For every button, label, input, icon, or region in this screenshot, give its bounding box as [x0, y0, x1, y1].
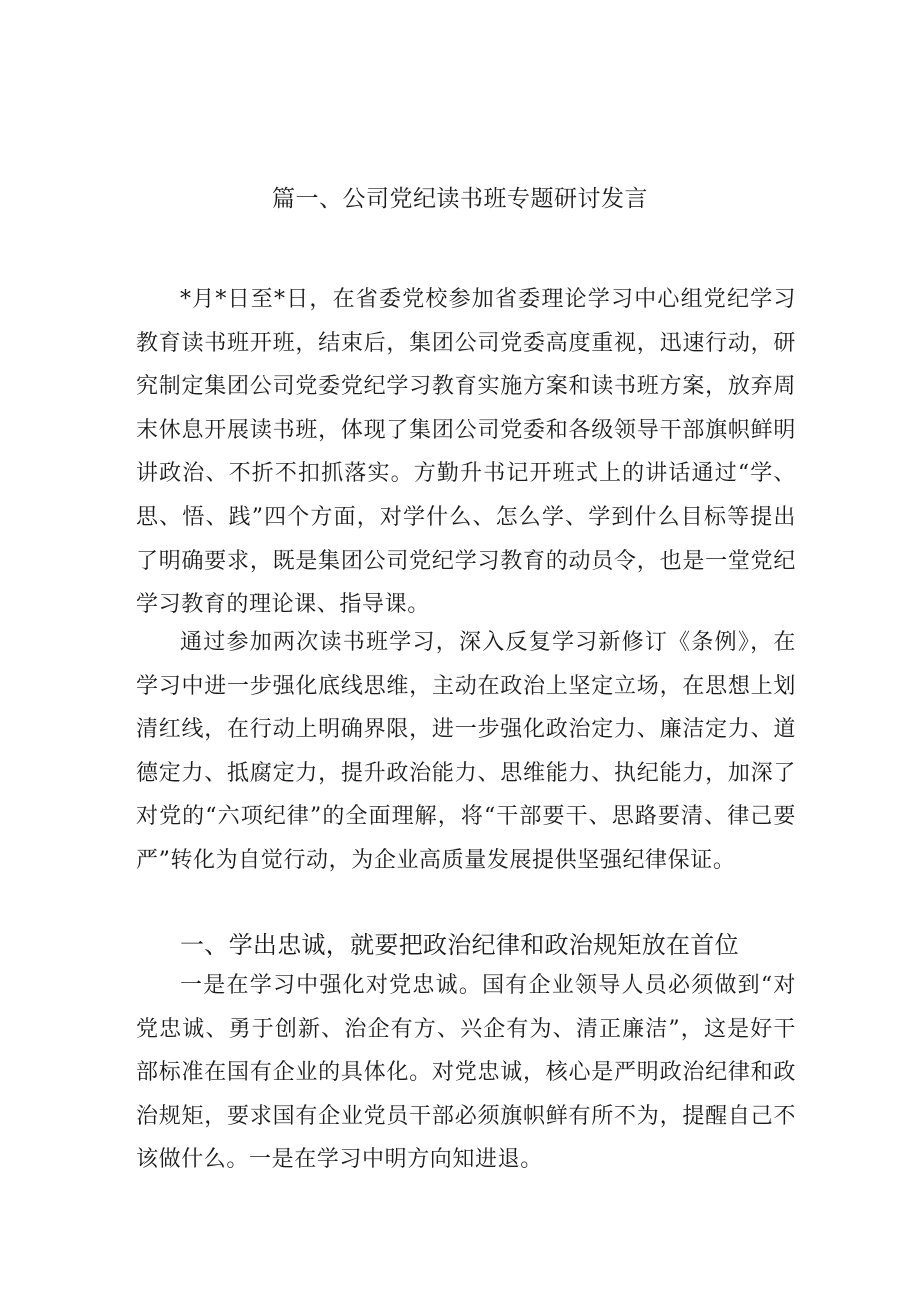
paragraph-intro: *月*日至*日，在省委党校参加省委理论学习中心组党纪学习教育读书班开班，结束后，集团公司党委高度重视，迅速行动，研究制定集团公司党委党纪学习教育实施方案和读书班方案，放弃周末休息开展读书班，体现了集团公司党委和各级领导干部旗帜鲜明讲政治、不折不扣抓落实。方勤升书记开班式上的讲话通过“学、思、悟、践”四个方面，对学什么、怎么学、学到什么目标等提出了明确要求，既是集团公司党纪学习教育的动员令，也是一堂党纪学习教育的理论课、指导课。 — [136, 287, 796, 618]
paragraph-section-1: 一是在学习中强化对党忠诚。国有企业领导人员必须做到“对党忠诚、勇于创新、治企有方、兴企有为、清正廉洁”，这是好干部标准在国有企业的具体化。对党忠诚，核心是严明政治纪律和政治规矩，要求国有企业党员干部必须旗帜鲜有所不为，提醒自己不该做什么。一是在学习中明方向知进退。 — [136, 973, 796, 1173]
section-heading-1: 一、学出忠诚，就要把政治纪律和政治规矩放在首位 — [180, 931, 739, 959]
paragraph-study: 通过参加两次读书班学习，深入反复学习新修订《条例》，在学习中进一步强化底线思维，主动在政治上坚定立场，在思想上划清红线，在行动上明确界限，进一步强化政治定力、廉洁定力、道德定力、抵腐定力，提升政治能力、思维能力、执纪能力，加深了对党的“六项纪律”的全面理解，将“干部要干、思路要清、律己要严”转化为自觉行动，为企业高质量发展提供坚强纪律保证。 — [136, 630, 796, 873]
document-title: 篇一、公司党纪读书班专题研讨发言 — [272, 186, 648, 212]
